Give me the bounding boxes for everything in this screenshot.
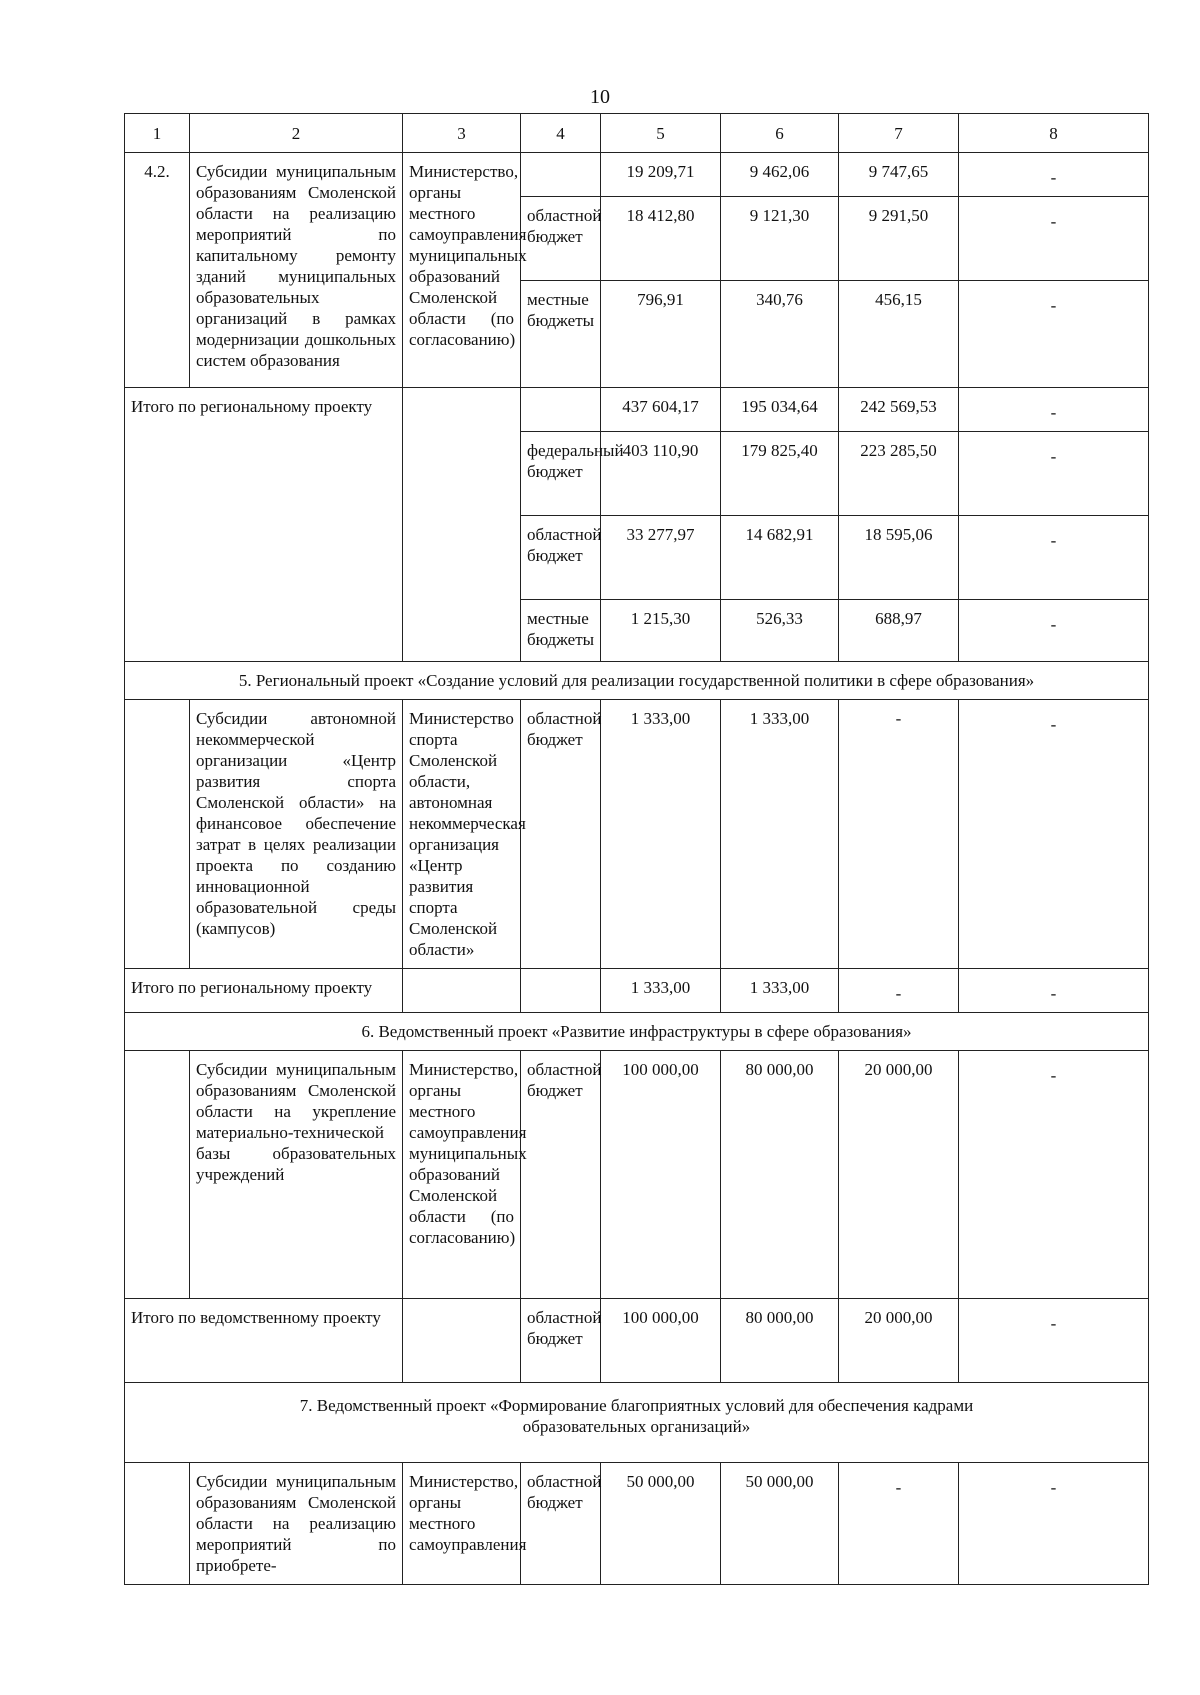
value-col6: 195 034,64 — [721, 388, 839, 432]
value-col5: 18 412,80 — [601, 197, 721, 281]
col-header-6: 6 — [721, 114, 839, 153]
value-col6: 50 000,00 — [721, 1463, 839, 1585]
col-header-7: 7 — [839, 114, 959, 153]
value-col6: 1 333,00 — [721, 969, 839, 1013]
value-col6: 9 462,06 — [721, 153, 839, 197]
section-heading-row — [125, 1383, 1149, 1463]
value-col5: 1 215,30 — [601, 600, 721, 662]
value-col7: - — [839, 969, 959, 1013]
value-col5: 437 604,17 — [601, 388, 721, 432]
value-col8: - — [959, 1299, 1149, 1383]
funding-source: областной бюджет — [521, 197, 601, 281]
funding-source: областной бюджет — [521, 1463, 601, 1585]
value-col7: 456,15 — [839, 281, 959, 388]
row-number — [125, 1463, 190, 1585]
table-row — [125, 1463, 1149, 1585]
value-col5: 1 333,00 — [601, 969, 721, 1013]
row-description: Субсидии муниципальным образованиям Смоленской области на укрепление материально-технической базы образовательных учреждений — [190, 1051, 403, 1299]
table-row — [125, 153, 1149, 197]
value-col8: - — [959, 432, 1149, 516]
funding-source: областной бюджет — [521, 1051, 601, 1299]
value-col7: 9 291,50 — [839, 197, 959, 281]
value-col8: - — [959, 969, 1149, 1013]
funding-source — [521, 388, 601, 432]
value-col5: 100 000,00 — [601, 1051, 721, 1299]
value-col7: 242 569,53 — [839, 388, 959, 432]
funding-source: областной бюджет — [521, 516, 601, 600]
value-col8: - — [959, 197, 1149, 281]
section-title: 7. Ведомственный проект «Формирование благоприятных условий для обеспечения кадрами образовательных организаций» — [125, 1383, 1149, 1463]
row-executor: Министерство, органы местного самоуправления муниципальных образований Смоленской области (по согласованию) — [403, 1051, 521, 1299]
value-col8: - — [959, 281, 1149, 388]
funding-source: местные бюджеты — [521, 281, 601, 388]
funding-source — [521, 969, 601, 1013]
value-col7: 688,97 — [839, 600, 959, 662]
row-description: Субсидии муниципальным образованиям Смоленской области на реализацию мероприятий по приобрете- — [190, 1463, 403, 1585]
col-header-1: 1 — [125, 114, 190, 153]
col-header-5: 5 — [601, 114, 721, 153]
value-col6: 9 121,30 — [721, 197, 839, 281]
value-col8: - — [959, 1463, 1149, 1585]
total-executor-empty — [403, 969, 521, 1013]
row-description: Субсидии автономной некоммерческой организации «Центр развития спорта Смоленской области» на финансовое обеспечение затрат в целях реализации проекта по созданию инновационной образовательной среды (кампусов) — [190, 700, 403, 969]
row-executor: Министерство, органы местного самоуправления — [403, 1463, 521, 1585]
total-executor-empty — [403, 388, 521, 662]
funding-source: федеральный бюджет — [521, 432, 601, 516]
total-label: Итого по региональному проекту — [125, 969, 403, 1013]
section-heading-row — [125, 662, 1149, 700]
value-col5: 796,91 — [601, 281, 721, 388]
value-col6: 1 333,00 — [721, 700, 839, 969]
row-number: 4.2. — [125, 153, 190, 388]
row-executor: Министерство спорта Смоленской области, автономная некоммерческая организация «Центр развития спорта Смоленской области» — [403, 700, 521, 969]
value-col8: - — [959, 516, 1149, 600]
col-header-3: 3 — [403, 114, 521, 153]
value-col5: 33 277,97 — [601, 516, 721, 600]
value-col6: 80 000,00 — [721, 1051, 839, 1299]
budget-table — [124, 113, 1149, 1585]
page-number: 10 — [590, 86, 610, 108]
section-heading-row — [125, 1013, 1149, 1051]
funding-source: областной бюджет — [521, 700, 601, 969]
funding-source: местные бюджеты — [521, 600, 601, 662]
col-header-4: 4 — [521, 114, 601, 153]
funding-source: областной бюджет — [521, 1299, 601, 1383]
value-col8: - — [959, 600, 1149, 662]
funding-source — [521, 153, 601, 197]
col-header-8: 8 — [959, 114, 1149, 153]
value-col8: - — [959, 700, 1149, 969]
value-col5: 50 000,00 — [601, 1463, 721, 1585]
header-row — [125, 114, 1149, 153]
row-number — [125, 1051, 190, 1299]
value-col5: 403 110,90 — [601, 432, 721, 516]
total-executor-empty — [403, 1299, 521, 1383]
table-row — [125, 1051, 1149, 1299]
value-col5: 19 209,71 — [601, 153, 721, 197]
total-label: Итого по ведомственному проекту — [125, 1299, 403, 1383]
value-col8: - — [959, 388, 1149, 432]
value-col6: 526,33 — [721, 600, 839, 662]
value-col8: - — [959, 153, 1149, 197]
row-executor: Министерство, органы местного самоуправления муниципальных образований Смоленской области (по согласованию) — [403, 153, 521, 388]
section-title: 5. Региональный проект «Создание условий для реализации государственной политики в сфере образования» — [125, 662, 1149, 700]
value-col6: 340,76 — [721, 281, 839, 388]
value-col6: 179 825,40 — [721, 432, 839, 516]
value-col7: 223 285,50 — [839, 432, 959, 516]
value-col7: 18 595,06 — [839, 516, 959, 600]
value-col5: 1 333,00 — [601, 700, 721, 969]
col-header-2: 2 — [190, 114, 403, 153]
section-title: 6. Ведомственный проект «Развитие инфраструктуры в сфере образования» — [125, 1013, 1149, 1051]
total-label: Итого по региональному проекту — [125, 388, 403, 662]
value-col6: 14 682,91 — [721, 516, 839, 600]
total-row — [125, 969, 1149, 1013]
value-col7: 20 000,00 — [839, 1299, 959, 1383]
total-row — [125, 1299, 1149, 1383]
value-col7: 9 747,65 — [839, 153, 959, 197]
value-col7: - — [839, 1463, 959, 1585]
row-number — [125, 700, 190, 969]
value-col5: 100 000,00 — [601, 1299, 721, 1383]
value-col7: 20 000,00 — [839, 1051, 959, 1299]
table-row — [125, 700, 1149, 969]
row-description: Субсидии муниципальным образованиям Смоленской области на реализацию мероприятий по капитальному ремонту зданий муниципальных образовательных организаций в рамках модернизации дошкольных систем образования — [190, 153, 403, 388]
value-col8: - — [959, 1051, 1149, 1299]
value-col7: - — [839, 700, 959, 969]
total-row — [125, 388, 1149, 432]
value-col6: 80 000,00 — [721, 1299, 839, 1383]
